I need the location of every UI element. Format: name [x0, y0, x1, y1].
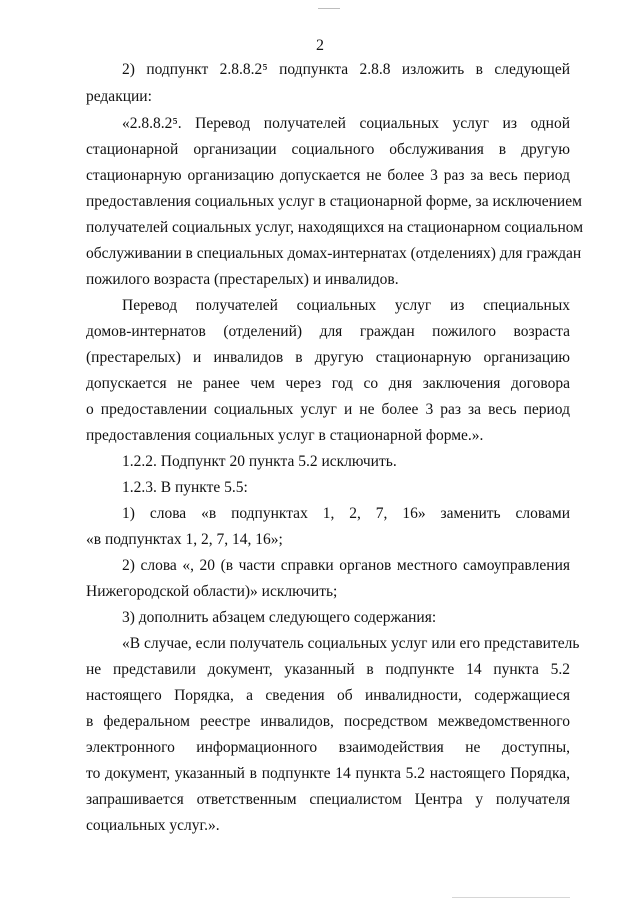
text-line: редакции: [86, 88, 152, 105]
text-line: 1) слова «в подпунктах 1, 2, 7, 16» заменить словами [122, 505, 570, 522]
text-line: 3) дополнить абзацем следующего содержания: [122, 609, 437, 626]
text-line: Нижегородской области)» исключить; [86, 583, 338, 600]
scan-artifact [452, 897, 570, 898]
text-line: не представили документ, указанный в подпункте 14 пункта 5.2 [86, 661, 570, 678]
text-line: предоставления социальных услуг в стационарной форме.». [86, 427, 484, 444]
text-line: Перевод получателей социальных услуг из специальных [122, 297, 570, 314]
text-line: стационарную организацию допускается не более 3 раз за весь период [86, 167, 570, 184]
text-line: о предоставлении социальных услуг и не более 3 раз за весь период [86, 401, 570, 418]
text-line: получателей социальных услуг, находящихся на стационарном социальном [86, 219, 584, 236]
text-line: стационарной организации социального обслуживания в другую [86, 141, 570, 158]
text-line: настоящего Порядка, а сведения об инвалидности, содержащиеся [86, 687, 570, 704]
text-line: предоставления социальных услуг в стационарной форме, за исключением [86, 193, 582, 210]
text-line: «В случае, если получатель социальных услуг или его представитель [122, 635, 580, 652]
text-line: домов-интернатов (отделений) для граждан пожилого возраста [86, 323, 570, 340]
text-line: обслуживании в специальных домах-интернатах (отделениях) для граждан [86, 245, 582, 262]
text-line: (престарелых) и инвалидов в другую стационарную организацию [86, 349, 570, 366]
scan-artifact [318, 8, 340, 9]
text-line: 1.2.2. Подпункт 20 пункта 5.2 исключить. [122, 453, 397, 470]
text-line: 2) слова «, 20 (в части справки органов местного самоуправления [122, 557, 570, 574]
text-line: допускается не ранее чем через год со дня заключения договора [86, 375, 570, 392]
text-line: социальных услуг.». [86, 817, 220, 834]
text-line: 2) подпункт 2.8.8.2⁵ подпункта 2.8.8 изложить в следующей [122, 61, 570, 78]
text-line: «2.8.8.2⁵. Перевод получателей социальных услуг из одной [122, 115, 570, 132]
page-number: 2 [316, 37, 324, 54]
text-line: в федеральном реестре инвалидов, посредством межведомственного [86, 713, 570, 730]
text-line: пожилого возраста (престарелых) и инвалидов. [86, 271, 399, 288]
text-line: запрашивается ответственным специалистом Центра у получателя [86, 791, 570, 808]
text-line: 1.2.3. В пункте 5.5: [122, 479, 248, 496]
text-line: электронного информационного взаимодействия не доступны, [86, 739, 570, 756]
text-line: «в подпунктах 1, 2, 7, 14, 16»; [86, 531, 283, 548]
text-line: то документ, указанный в подпункте 14 пункта 5.2 настоящего Порядка, [86, 765, 570, 782]
